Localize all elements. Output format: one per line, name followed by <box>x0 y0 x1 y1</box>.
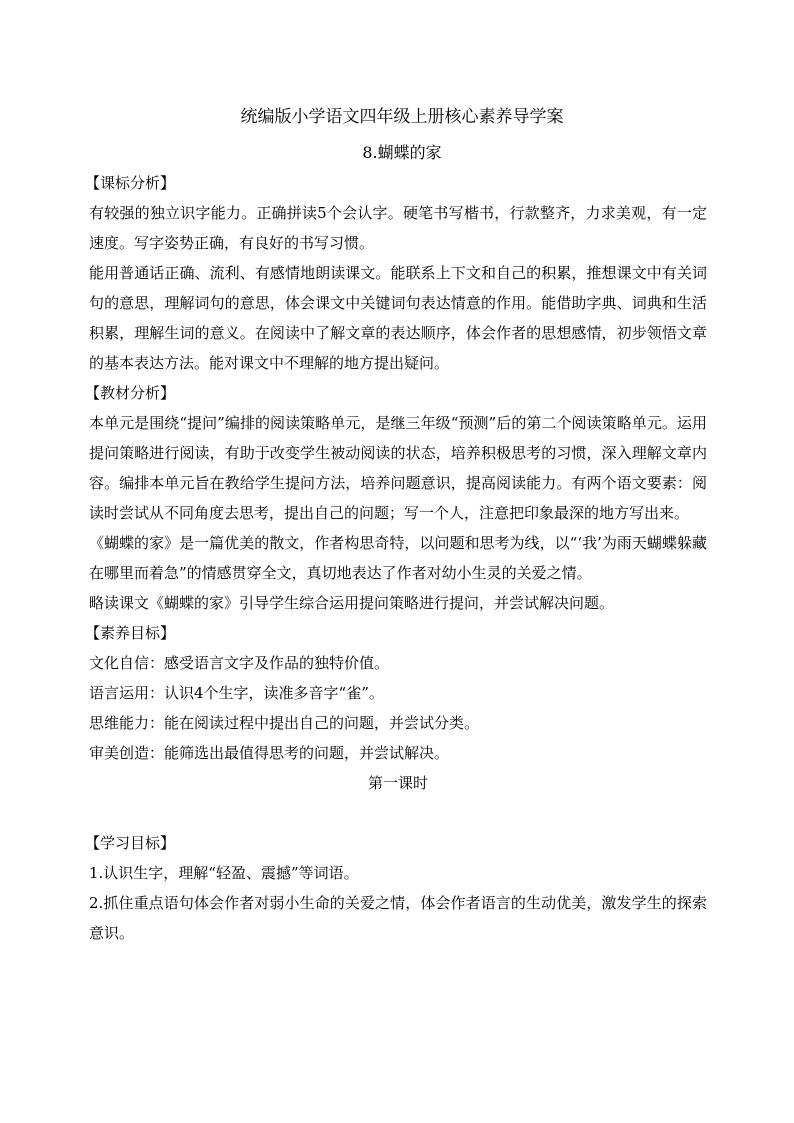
literacy-item-culture: 文化自信：感受语言文字及作品的独特价值。 <box>89 654 390 672</box>
textbook-heading: 【教材分析】 <box>85 384 176 402</box>
literacy-item-aesthetic: 审美创造：能筛选出最值得思考的问题，并尝试解决。 <box>89 744 450 762</box>
literacy-item-thinking: 思维能力：能在阅读过程中提出自己的问题，并尝试分类。 <box>89 714 480 732</box>
objective-item-1: 1.认识生字，理解“轻盈、震撼”等词语。 <box>89 864 359 882</box>
document-page <box>85 102 707 948</box>
objective-item-2: 2.抓住重点语句体会作者对弱小生命的关爱之情，体会作者语言的生动优美，激发学生的探索意识。 <box>89 894 707 942</box>
literacy-item-language: 语言运用：认识4个生字，读准多音字“雀”。 <box>89 684 384 702</box>
lesson-period-label: 第一课时 <box>367 774 428 792</box>
document-title: 统编版小学语文四年级上册核心素养导学案 <box>240 107 564 127</box>
curriculum-paragraph-2: 能用普通话正确、流利、有感情地朗读课文。能联系上下文和自己的积累，推想课文中有关词句的意思，理解词句的意思，体会课文中关键词句表达情意的作用。能借助字典、词典和生活积累，理解生词的意义。在阅读中了解文章的表达顺序，体会作者的思想感情，初步领悟文章的基本表达方法。能对课文中不理解的地方提出疑问。 <box>89 264 707 372</box>
objectives-heading: 【学习目标】 <box>85 834 176 852</box>
textbook-paragraph-3: 略读课文《蝴蝶的家》引导学生综合运用提问策略进行提问，并尝试解决问题。 <box>89 594 615 612</box>
curriculum-paragraph-1: 有较强的独立识字能力。正确拼读5个会认字。硬笔书写楷书，行款整齐，力求美观，有一定速度。写字姿势正确，有良好的书写习惯。 <box>89 204 707 252</box>
textbook-paragraph-2: 《蝴蝶的家》是一篇优美的散文，作者构思奇特，以问题和思考为线，以“‘我’为雨天蝴蝶躲藏在哪里而着急”的情感贯穿全文，真切地表达了作者对幼小生灵的关爱之情。 <box>89 534 707 582</box>
literacy-heading: 【素养目标】 <box>85 624 176 642</box>
curriculum-heading: 【课标分析】 <box>85 174 176 192</box>
lesson-title: 8.蝴蝶的家 <box>362 143 442 162</box>
blank-line <box>89 798 707 828</box>
textbook-paragraph-1: 本单元是围绕“提问”编排的阅读策略单元，是继三年级“预测”后的第二个阅读策略单元。运用提问策略进行阅读，有助于改变学生被动阅读的状态，培养积极思考的习惯，深入理解文章内容。编排本单元旨在教给学生提问方法，培养问题意识，提高阅读能力。有两个语文要素：阅读时尝试从不同角度去思考，提出自己的问题；写一个人，注意把印象最深的地方写出来。 <box>89 414 707 522</box>
